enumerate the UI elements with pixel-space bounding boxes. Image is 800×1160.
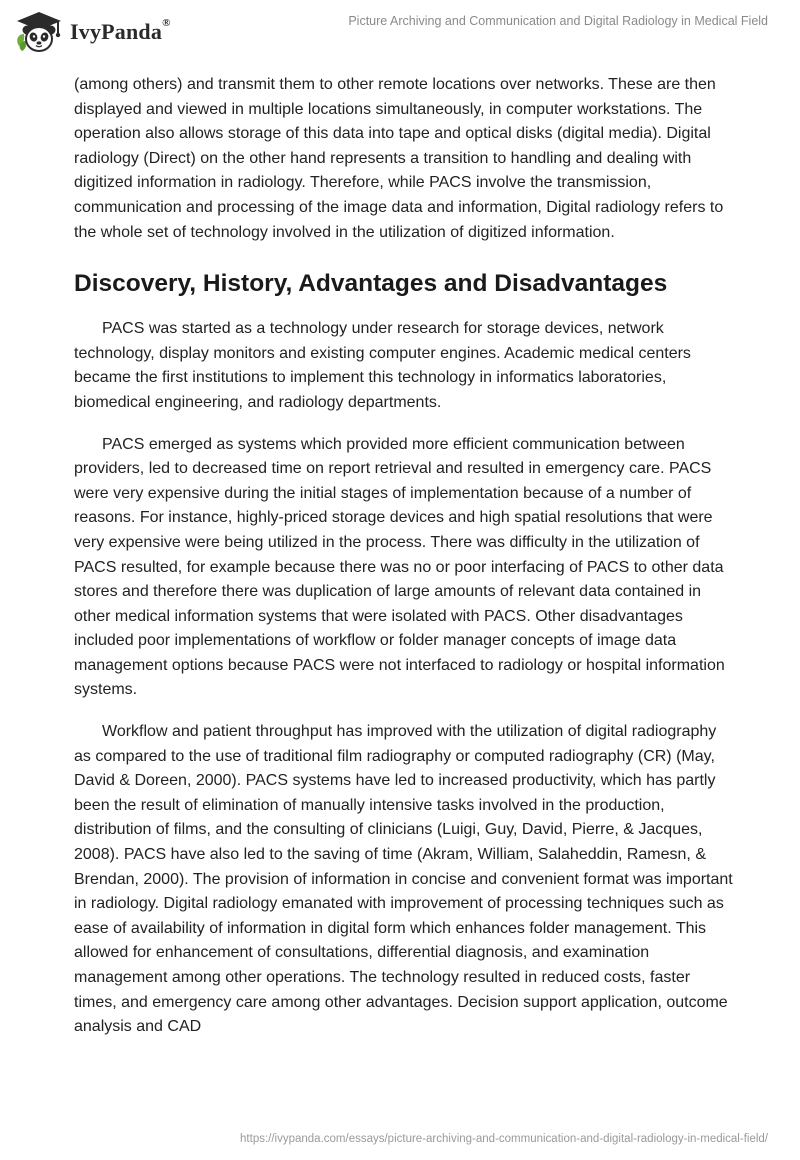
source-url[interactable]: https://ivypanda.com/essays/picture-archiving-and-communication-and-digital-radiology-in-medical-field/ bbox=[240, 1133, 768, 1145]
paragraph: PACS was started as a technology under research for storage devices, network technology, display monitors and existing computer engines. Academic medical centers became the first institutions to implement this technology in informatics laboratories, biomedical engineering, and radiology departments. bbox=[74, 320, 691, 411]
page-header bbox=[0, 0, 800, 62]
ivypanda-logo[interactable] bbox=[14, 10, 171, 54]
document-title: Picture Archiving and Communication and Digital Radiology in Medical Field bbox=[348, 14, 768, 28]
section-heading: Discovery, History, Advantages and Disadvantages bbox=[74, 270, 668, 298]
essay-content bbox=[74, 73, 734, 1040]
brand-name: IvyPanda® bbox=[70, 17, 171, 44]
paragraph: PACS emerged as systems which provided more efficient communication between providers, led to decreased time on report retrieval and resulted in emergency care. PACS were very expensive during the initial stages of implementation because of a number of reasons. For instance, highly-priced storage devices and high spatial resolutions that were very expensive were being utilized in the process. There was difficulty in the utilization of PACS resulted, for example because there was no or poor interfacing of PACS to other data stores and therefore there was duplication of large amounts of relevant data contained in other medical information systems that were isolated with PACS. Other disadvantages included poor implementations of workflow or folder manager concepts of image data management options because PACS were not interfaced to radiology or hospital information systems. bbox=[74, 435, 725, 699]
paragraph: Workflow and patient throughput has improved with the utilization of digital radiography as compared to the use of traditional film radiography or computed radiography (CR) (May, David & Doreen, 2000). PACS systems have led to increased productivity, which has partly been the result of elimination of manually intensive tasks involved in the production, distribution of films, and the consulting of clinicians (Luigi, Guy, David, Pierre, & Jacques, 2008). PACS have also led to the saving of time (Akram, William, Salaheddin, Ramesn, & Brendan, 2000). The provision of information in concise and convenient format was important in radiology. Digital radiology emanated with improvement of processing techniques such as ease of availability of information in digital form which enhances folder management. This allowed for enhancement of consultations, differential diagnosis, and examination management among other operations. The technology resulted in reduced costs, faster times, and emergency care among other advantages. Decision support application, outcome analysis and CAD bbox=[74, 723, 733, 1036]
panda-graduate-icon bbox=[14, 10, 64, 54]
intro-paragraph: (among others) and transmit them to other remote locations over networks. These are then displayed and viewed in multiple locations simultaneously, in computer workstations. The operation also allows storage of this data into tape and optical disks (digital media). Digital radiology (Direct) on the other hand represents a transition to handling and dealing with digitized information in radiology. Therefore, while PACS involve the transmission, communication and processing of the image data and information, Digital radiology refers to the whole set of technology involved in the utilization of digitized information. bbox=[74, 76, 724, 241]
registered-mark: ® bbox=[162, 17, 171, 29]
